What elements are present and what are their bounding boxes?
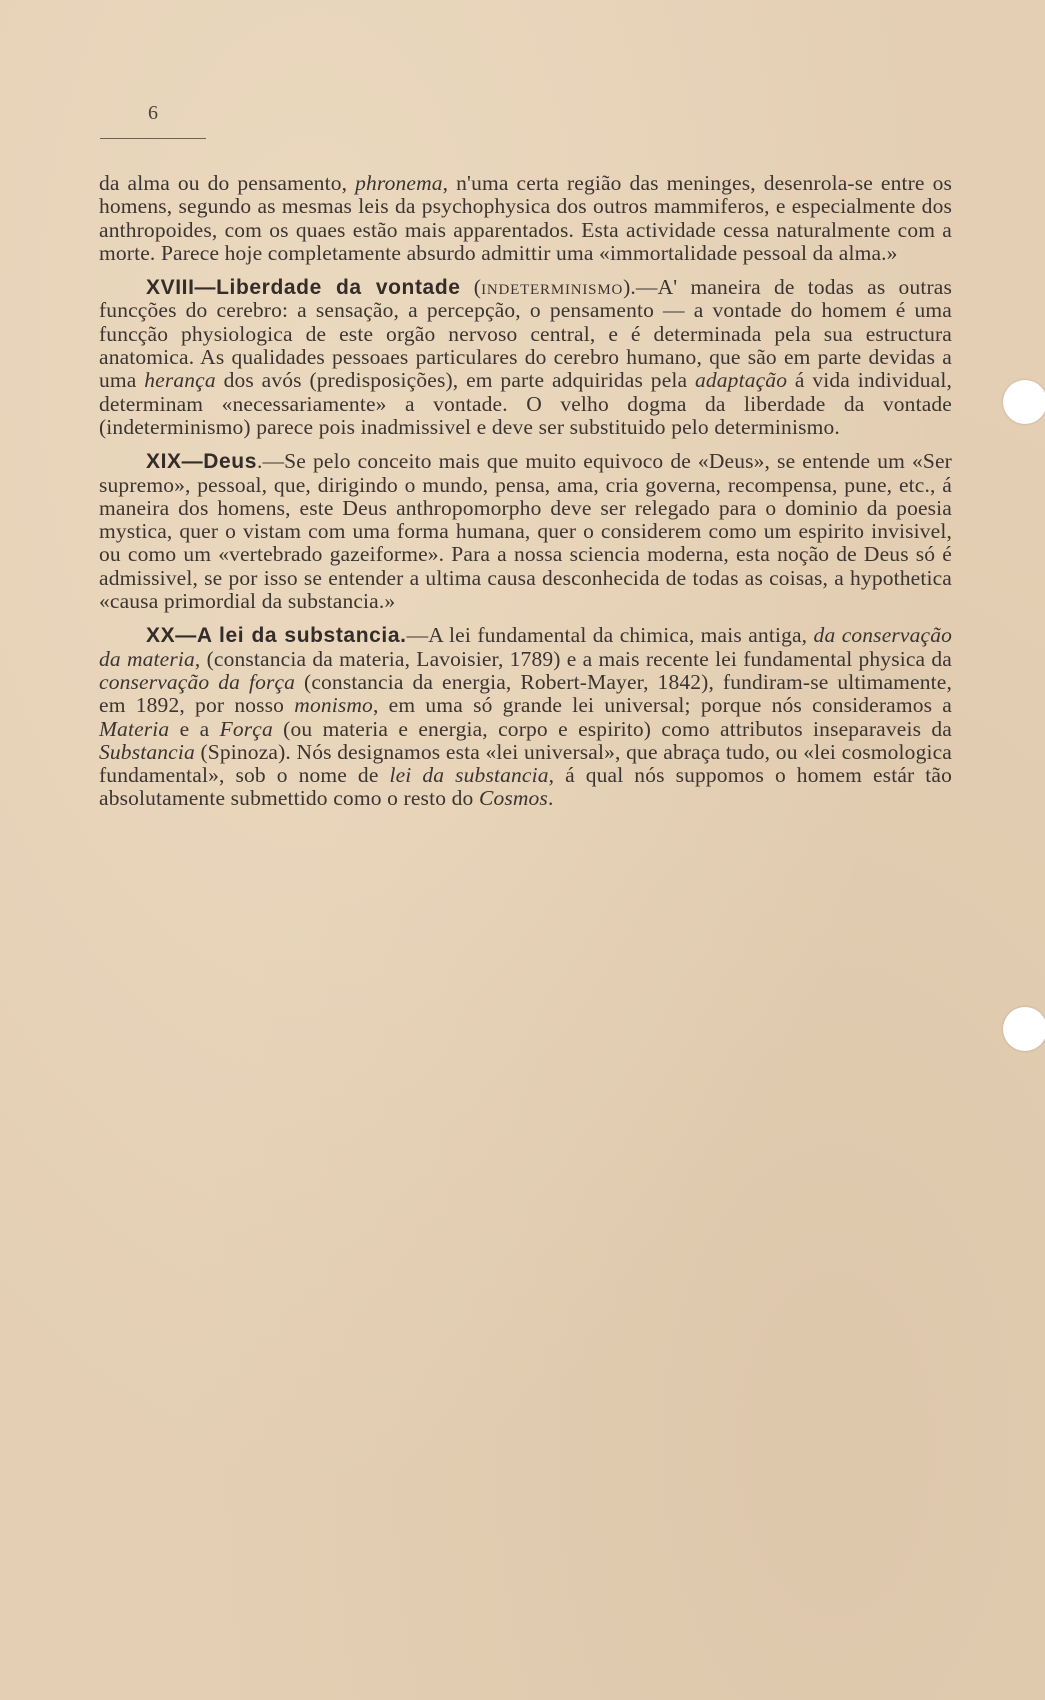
text-run: dos avós (predisposições), em parte adquiridas pela — [215, 368, 695, 393]
punch-hole — [1003, 380, 1045, 424]
text-run: á vida individual, determinam «necessariamente» a vontade. O velho dogma da liberdade da vontade (indeterminismo) parece pois inadmissivel e deve ser substituido pelo determinismo. — [99, 368, 952, 439]
text-run: , em uma só grande lei universal; porque nós consideramos a — [372, 693, 952, 718]
text-run: e a — [169, 716, 220, 741]
text-run: ).—A' maneira de todas as outras funcções do cerebro: a sensação, a percepção, o pensamento — a vontade do homem é uma funcção physiologica de este orgão nervoso central, e é determinada pela sua estructura anatomica. As qualidades pessoaes particulares do cerebro humano, que são em parte devidas a uma — [99, 275, 952, 393]
text-run: da alma ou do pensamento, — [99, 171, 356, 195]
italic-term: Substancia — [99, 739, 195, 764]
text-run: (constancia da energia, Robert-Mayer, 1842), fundiram-se ultimamente, em 1892, por nosso — [99, 669, 952, 718]
punch-hole — [1003, 1007, 1045, 1051]
italic-term: phronema — [355, 171, 443, 195]
section-heading: XX—A lei da substancia. — [146, 624, 407, 648]
italic-term: lei da substancia — [389, 763, 549, 788]
italic-term: Força — [219, 716, 273, 741]
italic-term: Cosmos — [478, 786, 548, 811]
text-run: , n'uma certa região das meninges, desenrola-se entre os homens, segundo as mesmas leis da psychophysica dos outros mammiferos, e especialmente dos anthropoides, com os quaes estão mais apparentados. Esta actividade cessa naturalmente com a morte. Parece hoje completamente absurdo admittir uma «immortalidade pessoal da alma.» — [99, 171, 952, 265]
italic-term: da conservação da materia — [99, 623, 952, 671]
italic-term: adaptação — [694, 368, 788, 393]
text-run: .—Se pelo conceito mais que muito equivoco de «Deus», se entende um «Ser supremo», pessoal, que, dirigindo o mundo, pensa, ama, cria governa, recompensa, pune, etc., á maneira dos homens, este Deus anthropomorpho deve ser relegado para o dominio da poesia mystica, quer o vistam com uma forma humana, quer o considerem como um espirito invisivel, ou como um «vertebrado gazeiforme». Para a nossa sciencia moderna, esta noção de Deus só é admissivel, se por isso se entender a ultima causa desconhecida de todas as coisas, a hypothetica «causa primordial da substancia.» — [99, 449, 952, 614]
section-xix — [99, 450, 952, 613]
header-rule — [100, 138, 206, 139]
section-xviii — [99, 276, 952, 439]
section-heading: XVIII—Liberdade da vontade — [146, 276, 461, 300]
page-number: 6 — [148, 102, 158, 124]
section-heading: XIX—Deus — [146, 450, 257, 474]
section-xx — [99, 624, 952, 810]
italic-term: conservação da força — [99, 669, 296, 694]
text-run: (Spinoza). Nós designamos esta «lei universal», que abraça tudo, ou «lei cosmologica fundamental», sob o nome de — [99, 739, 952, 788]
body-text — [99, 172, 952, 822]
italic-term: herança — [144, 368, 216, 393]
text-run: ( — [460, 275, 482, 300]
text-run: —A lei fundamental da chimica, mais antiga, — [406, 623, 814, 648]
text-run: , á qual nós suppomos o homem estár tão absolutamente submettido como o resto do — [99, 763, 952, 811]
text-run: (ou materia e energia, corpo e espirito) como attributos inseparaveis da — [272, 716, 952, 741]
text-run: . — [547, 786, 554, 811]
text-run: , (constancia da materia, Lavoisier, 1789) e a mais recente lei fundamental physica da — [194, 646, 952, 671]
small-caps-term: indeterminismo — [481, 275, 624, 300]
italic-term: monismo — [294, 693, 373, 718]
paragraph-alma — [99, 172, 952, 265]
italic-term: Materia — [99, 716, 170, 741]
